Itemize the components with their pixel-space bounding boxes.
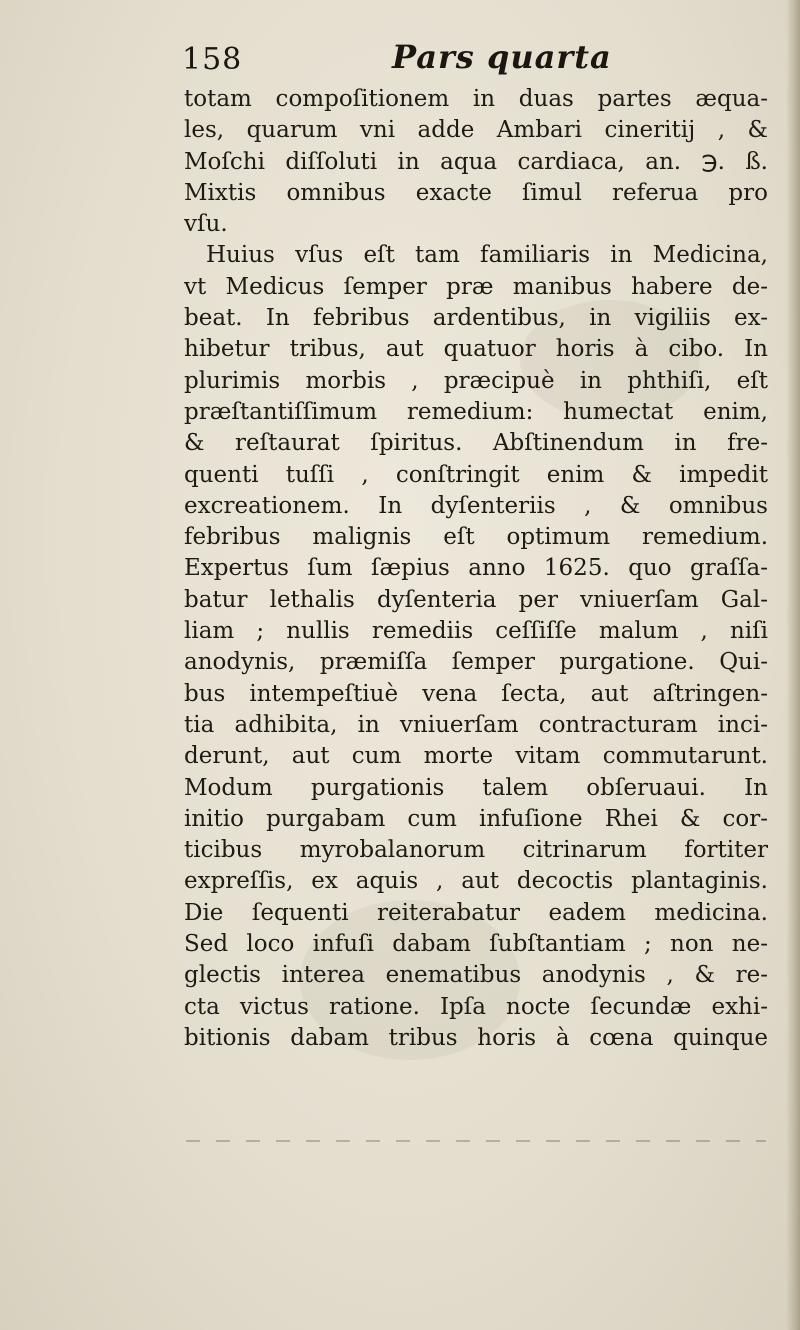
page-number: 158 [182,42,243,77]
text-line: & reſtaurat ſpiritus. Abſtinendum in fre- [184,430,768,457]
text-line: Sed loco infuſi dabam ſubſtantiam ; non ne- [184,931,768,958]
text-line: totam compoſitionem in duas partes æqua- [184,86,768,112]
text-line: Huius vſus eſt tam familiaris in Medicina, [206,242,768,269]
page-header [0,38,800,90]
text-line: les, quarum vni adde Ambari cineritij , & [184,117,768,144]
text-line: glectis interea enematibus anodynis , & re- [184,962,768,989]
text-line: Modum purgationis talem obſeruaui. In [184,774,768,801]
text-line: initio purgabam cum infuſione Rhei & cor- [184,805,768,832]
text-line: batur lethalis dyſenteria per vniuerſam Gal- [184,586,768,613]
text-line: vſu. [184,211,228,238]
running-title: Pars quarta [392,38,612,76]
text-line: bus intempeſtiuè vena ſecta, aut aſtringen- [184,680,768,707]
bleed-through-marks [186,1140,766,1142]
page-edge-shadow [786,0,800,1330]
body-text [184,84,768,1054]
text-line: derunt, aut cum morte vitam commutarunt. [184,743,768,770]
text-line: præſtantiſſimum remedium: humectat enim, [184,398,768,425]
text-line: febribus malignis eſt optimum remedium. [184,524,768,551]
text-line: excreationem. In dyſenteriis , & omnibus [184,492,768,519]
text-line: cta victus ratione. Ipſa nocte ſecundæ exhi- [184,993,768,1020]
text-line: Mixtis omnibus exacte ſimul referua pro [184,179,768,206]
text-line: expreſſis, ex aquis , aut decoctis plantaginis. [184,868,768,895]
text-line: liam ; nullis remediis ceſſiſſe malum , niſi [184,618,768,645]
text-line: Expertus ſum ſæpius anno 1625. quo graſſa- [184,555,768,582]
text-line: hibetur tribus, aut quatuor horis à cibo. In [184,336,768,363]
text-line: ticibus myrobalanorum citrinarum fortiter [184,837,768,864]
text-line: beat. In febribus ardentibus, in vigiliis ex- [184,305,768,332]
text-line: Die ſequenti reiterabatur eadem medicina. [184,899,768,926]
text-line: Moſchi diſſoluti in aqua cardiaca, an. ℈. ß. [184,148,768,175]
text-line: plurimis morbis , præcipuè in phthiſi, eſt [184,367,768,394]
text-line: vt Medicus ſemper præ manibus habere de- [184,273,768,300]
text-line: tia adhibita, in vniuerſam contracturam inci- [184,711,768,738]
text-line: quenti tuſſi , conſtringit enim & impedit [184,461,768,488]
text-line: bitionis dabam tribus horis à cœna quinque [184,1024,768,1051]
text-line: anodynis, præmiſſa ſemper purgatione. Qui- [184,649,768,676]
